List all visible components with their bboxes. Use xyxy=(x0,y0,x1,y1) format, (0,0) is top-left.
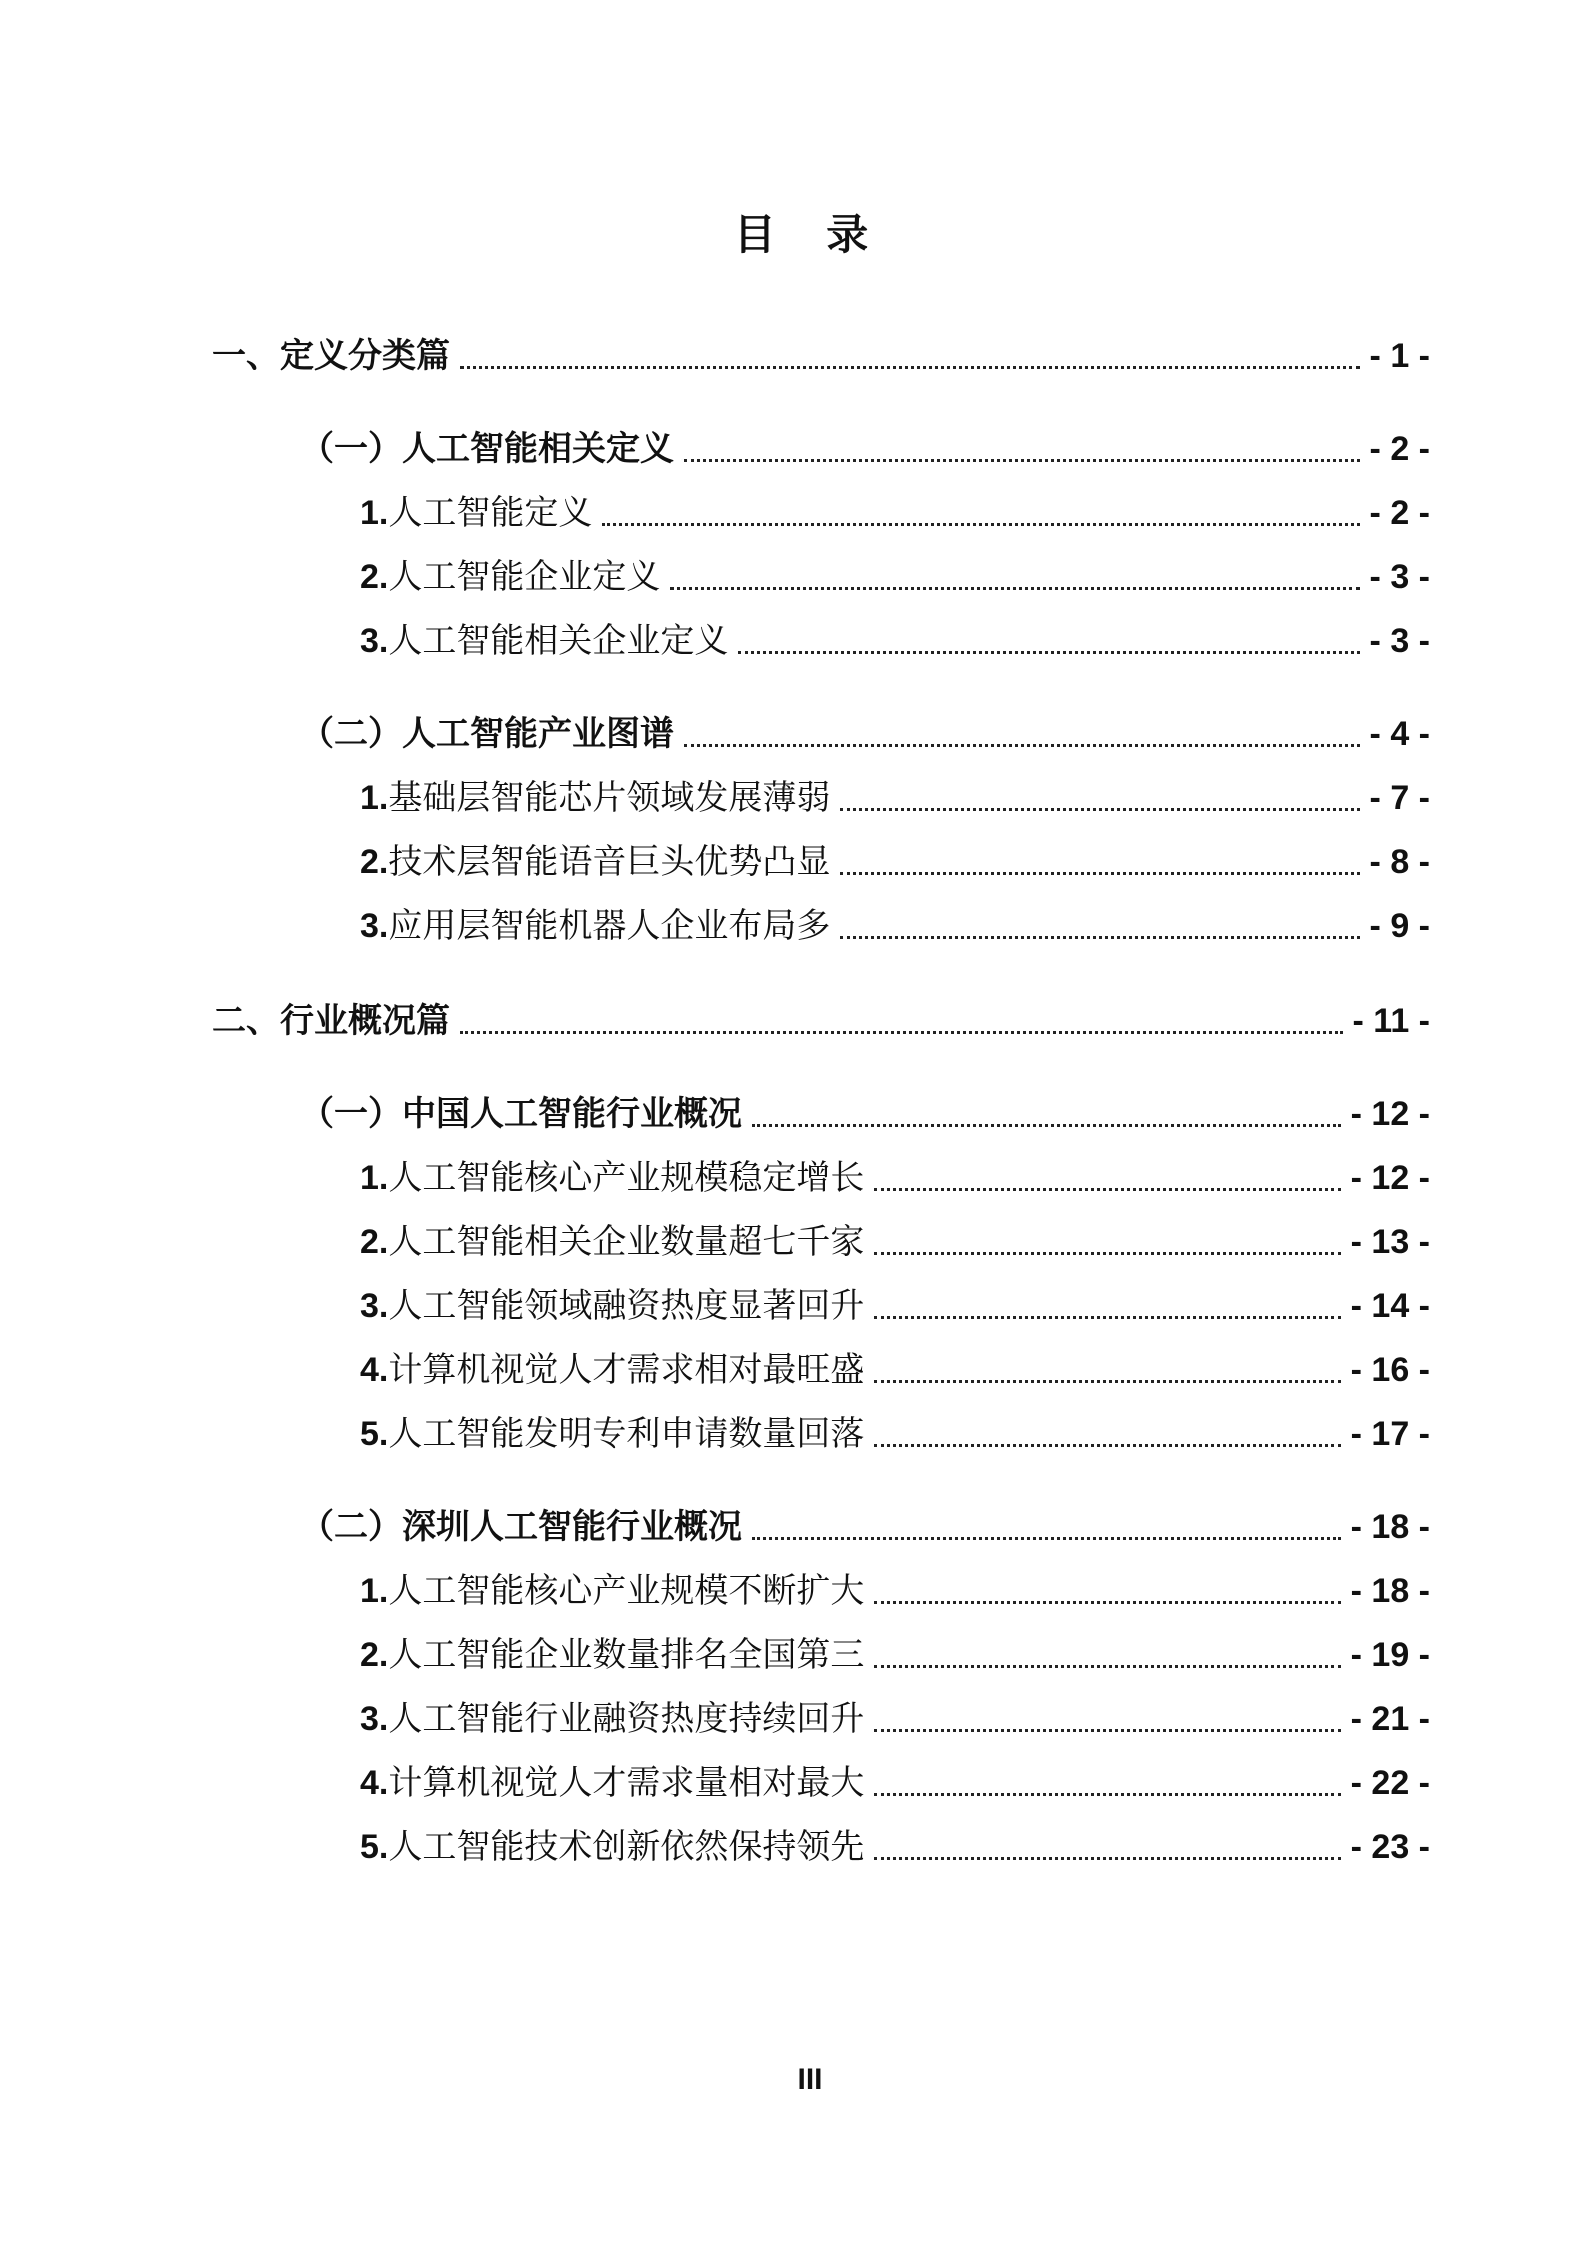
toc-entry-text: 计算机视觉人才需求相对最旺盛 xyxy=(388,1350,865,1390)
toc-entry-text: 人工智能核心产业规模稳定增长 xyxy=(388,1158,865,1198)
toc-entry-subsection-1-1[interactable] xyxy=(300,424,1430,474)
toc-entry-label xyxy=(360,1345,864,1395)
toc-entry-item-2-2-5[interactable] xyxy=(360,1822,1430,1872)
toc-leader xyxy=(670,587,1359,590)
toc-leader xyxy=(840,808,1359,811)
toc-entry-item-2-1-5[interactable] xyxy=(360,1409,1430,1459)
toc-entry-number: 2. xyxy=(360,558,389,596)
toc-entry-label xyxy=(360,1153,864,1203)
toc-entry-label: 二、行业概况篇 xyxy=(212,1001,450,1041)
toc-leader xyxy=(874,1729,1340,1732)
toc-entry-item-2-2-4[interactable] xyxy=(360,1758,1430,1808)
toc-entry-label xyxy=(360,1758,864,1808)
toc-leader xyxy=(874,1857,1340,1860)
toc-entry-item-1-1-3[interactable] xyxy=(360,616,1430,666)
page-title: 目 录 xyxy=(733,210,887,259)
toc-entry-page: - 2 - xyxy=(1369,494,1430,532)
toc-leader xyxy=(874,1793,1340,1796)
toc-entry-label xyxy=(360,616,728,666)
toc-entry-number: 3. xyxy=(360,1700,389,1738)
toc-entry-number: 1. xyxy=(360,494,389,532)
toc-entry-number: 2. xyxy=(360,843,389,881)
toc-entry-subsection-2-2[interactable] xyxy=(300,1502,1430,1552)
toc-entry-number: 1. xyxy=(360,1159,389,1197)
toc-entry-item-2-1-4[interactable] xyxy=(360,1345,1430,1395)
toc-leader xyxy=(684,744,1360,747)
toc-leader xyxy=(752,1124,1341,1127)
toc-entry-page: - 18 - xyxy=(1350,1508,1430,1546)
toc-entry-item-1-2-3[interactable] xyxy=(360,901,1430,951)
toc-entry-label: （一）中国人工智能行业概况 xyxy=(300,1094,742,1134)
toc-entry-text: 技术层智能语音巨头优势凸显 xyxy=(388,842,831,882)
toc-entry-page: - 3 - xyxy=(1369,622,1430,660)
toc-leader xyxy=(874,1665,1340,1668)
toc-entry-label: （二）深圳人工智能行业概况 xyxy=(300,1507,742,1547)
toc-entry-page: - 12 - xyxy=(1350,1095,1430,1133)
toc-entry-text: 计算机视觉人才需求量相对最大 xyxy=(388,1763,865,1803)
toc-entry-label xyxy=(360,1409,864,1459)
toc-entry-text: 人工智能技术创新依然保持领先 xyxy=(388,1827,865,1867)
toc-entry-text: 人工智能相关企业数量超七千家 xyxy=(388,1222,865,1262)
toc-entry-page: - 2 - xyxy=(1369,430,1430,468)
toc-entry-subsection-1-2[interactable] xyxy=(300,709,1430,759)
toc-entry-label xyxy=(360,488,592,538)
toc-entry-page: - 4 - xyxy=(1369,715,1430,753)
toc-entry-item-2-2-2[interactable] xyxy=(360,1630,1430,1680)
toc-entry-page: - 13 - xyxy=(1350,1223,1430,1261)
toc-entry-text: 人工智能行业融资热度持续回升 xyxy=(388,1699,865,1739)
toc-entry-page: - 8 - xyxy=(1369,843,1430,881)
toc-entry-item-1-1-2[interactable] xyxy=(360,552,1430,602)
toc-leader xyxy=(840,872,1359,875)
toc-entry-text: 人工智能核心产业规模不断扩大 xyxy=(388,1571,865,1611)
toc-leader xyxy=(840,936,1359,939)
toc-entry-text: 人工智能相关企业定义 xyxy=(388,621,729,661)
toc-entry-subsection-2-1[interactable] xyxy=(300,1089,1430,1139)
toc-entry-section-2[interactable] xyxy=(212,996,1430,1046)
toc-entry-text: 人工智能发明专利申请数量回落 xyxy=(388,1414,865,1454)
page-number: III xyxy=(797,2063,823,2096)
toc-entry-text: 应用层智能机器人企业布局多 xyxy=(388,906,831,946)
toc-entry-label xyxy=(360,1630,864,1680)
toc-entry-label: （一）人工智能相关定义 xyxy=(300,429,674,469)
toc-entry-number: 2. xyxy=(360,1223,389,1261)
toc-entry-text: 基础层智能芯片领域发展薄弱 xyxy=(388,778,831,818)
toc-entry-label xyxy=(360,901,830,951)
toc-leader xyxy=(752,1537,1341,1540)
toc-entry-item-2-1-2[interactable] xyxy=(360,1217,1430,1267)
toc-leader xyxy=(874,1188,1340,1191)
toc-entry-text: 人工智能定义 xyxy=(388,493,593,533)
toc-entry-label xyxy=(360,837,830,887)
toc-entry-page: - 21 - xyxy=(1350,1700,1430,1738)
toc-entry-page: - 23 - xyxy=(1350,1828,1430,1866)
toc-entry-label xyxy=(360,1281,864,1331)
toc-entry-page: - 19 - xyxy=(1350,1636,1430,1674)
toc-entry-item-1-1-1[interactable] xyxy=(360,488,1430,538)
toc-entry-text: 人工智能企业定义 xyxy=(388,557,661,597)
toc-entry-text: 人工智能企业数量排名全国第三 xyxy=(388,1635,865,1675)
toc-entry-number: 1. xyxy=(360,1572,389,1610)
toc-entry-item-1-2-2[interactable] xyxy=(360,837,1430,887)
toc-entry-page: - 14 - xyxy=(1350,1287,1430,1325)
toc-entry-page: - 16 - xyxy=(1350,1351,1430,1389)
toc-entry-number: 3. xyxy=(360,1287,389,1325)
toc-leader xyxy=(738,651,1359,654)
toc-entry-number: 3. xyxy=(360,622,389,660)
toc-entry-section-1[interactable] xyxy=(212,331,1430,381)
toc-entry-label xyxy=(360,773,830,823)
toc-leader xyxy=(684,459,1360,462)
toc-entry-item-2-1-1[interactable] xyxy=(360,1153,1430,1203)
toc-entry-number: 5. xyxy=(360,1415,389,1453)
toc-leader xyxy=(874,1380,1340,1383)
toc-leader xyxy=(874,1601,1340,1604)
toc-entry-item-2-1-3[interactable] xyxy=(360,1281,1430,1331)
toc-entry-page: - 22 - xyxy=(1350,1764,1430,1802)
toc-leader xyxy=(460,366,1360,369)
toc-entry-page: - 9 - xyxy=(1369,907,1430,945)
toc-entry-page: - 12 - xyxy=(1350,1159,1430,1197)
toc-entry-page: - 7 - xyxy=(1369,779,1430,817)
toc-entry-item-2-2-1[interactable] xyxy=(360,1566,1430,1616)
toc-entry-page: - 17 - xyxy=(1350,1415,1430,1453)
toc-leader xyxy=(874,1444,1340,1447)
toc-entry-number: 3. xyxy=(360,907,389,945)
toc-leader xyxy=(874,1252,1340,1255)
toc-entry-page: - 18 - xyxy=(1350,1572,1430,1610)
toc-leader xyxy=(874,1316,1340,1319)
toc-entry-page: - 11 - xyxy=(1352,1002,1430,1040)
toc-entry-number: 4. xyxy=(360,1764,389,1802)
toc-entry-number: 1. xyxy=(360,779,389,817)
toc-entry-number: 4. xyxy=(360,1351,389,1389)
toc-entry-label xyxy=(360,1217,864,1267)
toc-entry-number: 5. xyxy=(360,1828,389,1866)
toc-entry-text: 人工智能领域融资热度显著回升 xyxy=(388,1286,865,1326)
toc-entry-number: 2. xyxy=(360,1636,389,1674)
toc-entry-page: - 1 - xyxy=(1369,337,1430,375)
toc-leader xyxy=(602,523,1359,526)
toc-entry-label xyxy=(360,552,660,602)
toc-entry-page: - 3 - xyxy=(1369,558,1430,596)
toc-entry-label xyxy=(360,1822,864,1872)
toc-entry-label xyxy=(360,1694,864,1744)
toc-entry-item-2-2-3[interactable] xyxy=(360,1694,1430,1744)
toc-entry-label: （二）人工智能产业图谱 xyxy=(300,714,674,754)
toc-entry-label: 一、定义分类篇 xyxy=(212,336,450,376)
toc-entry-item-1-2-1[interactable] xyxy=(360,773,1430,823)
toc-leader xyxy=(460,1031,1343,1034)
toc-entry-label xyxy=(360,1566,864,1616)
